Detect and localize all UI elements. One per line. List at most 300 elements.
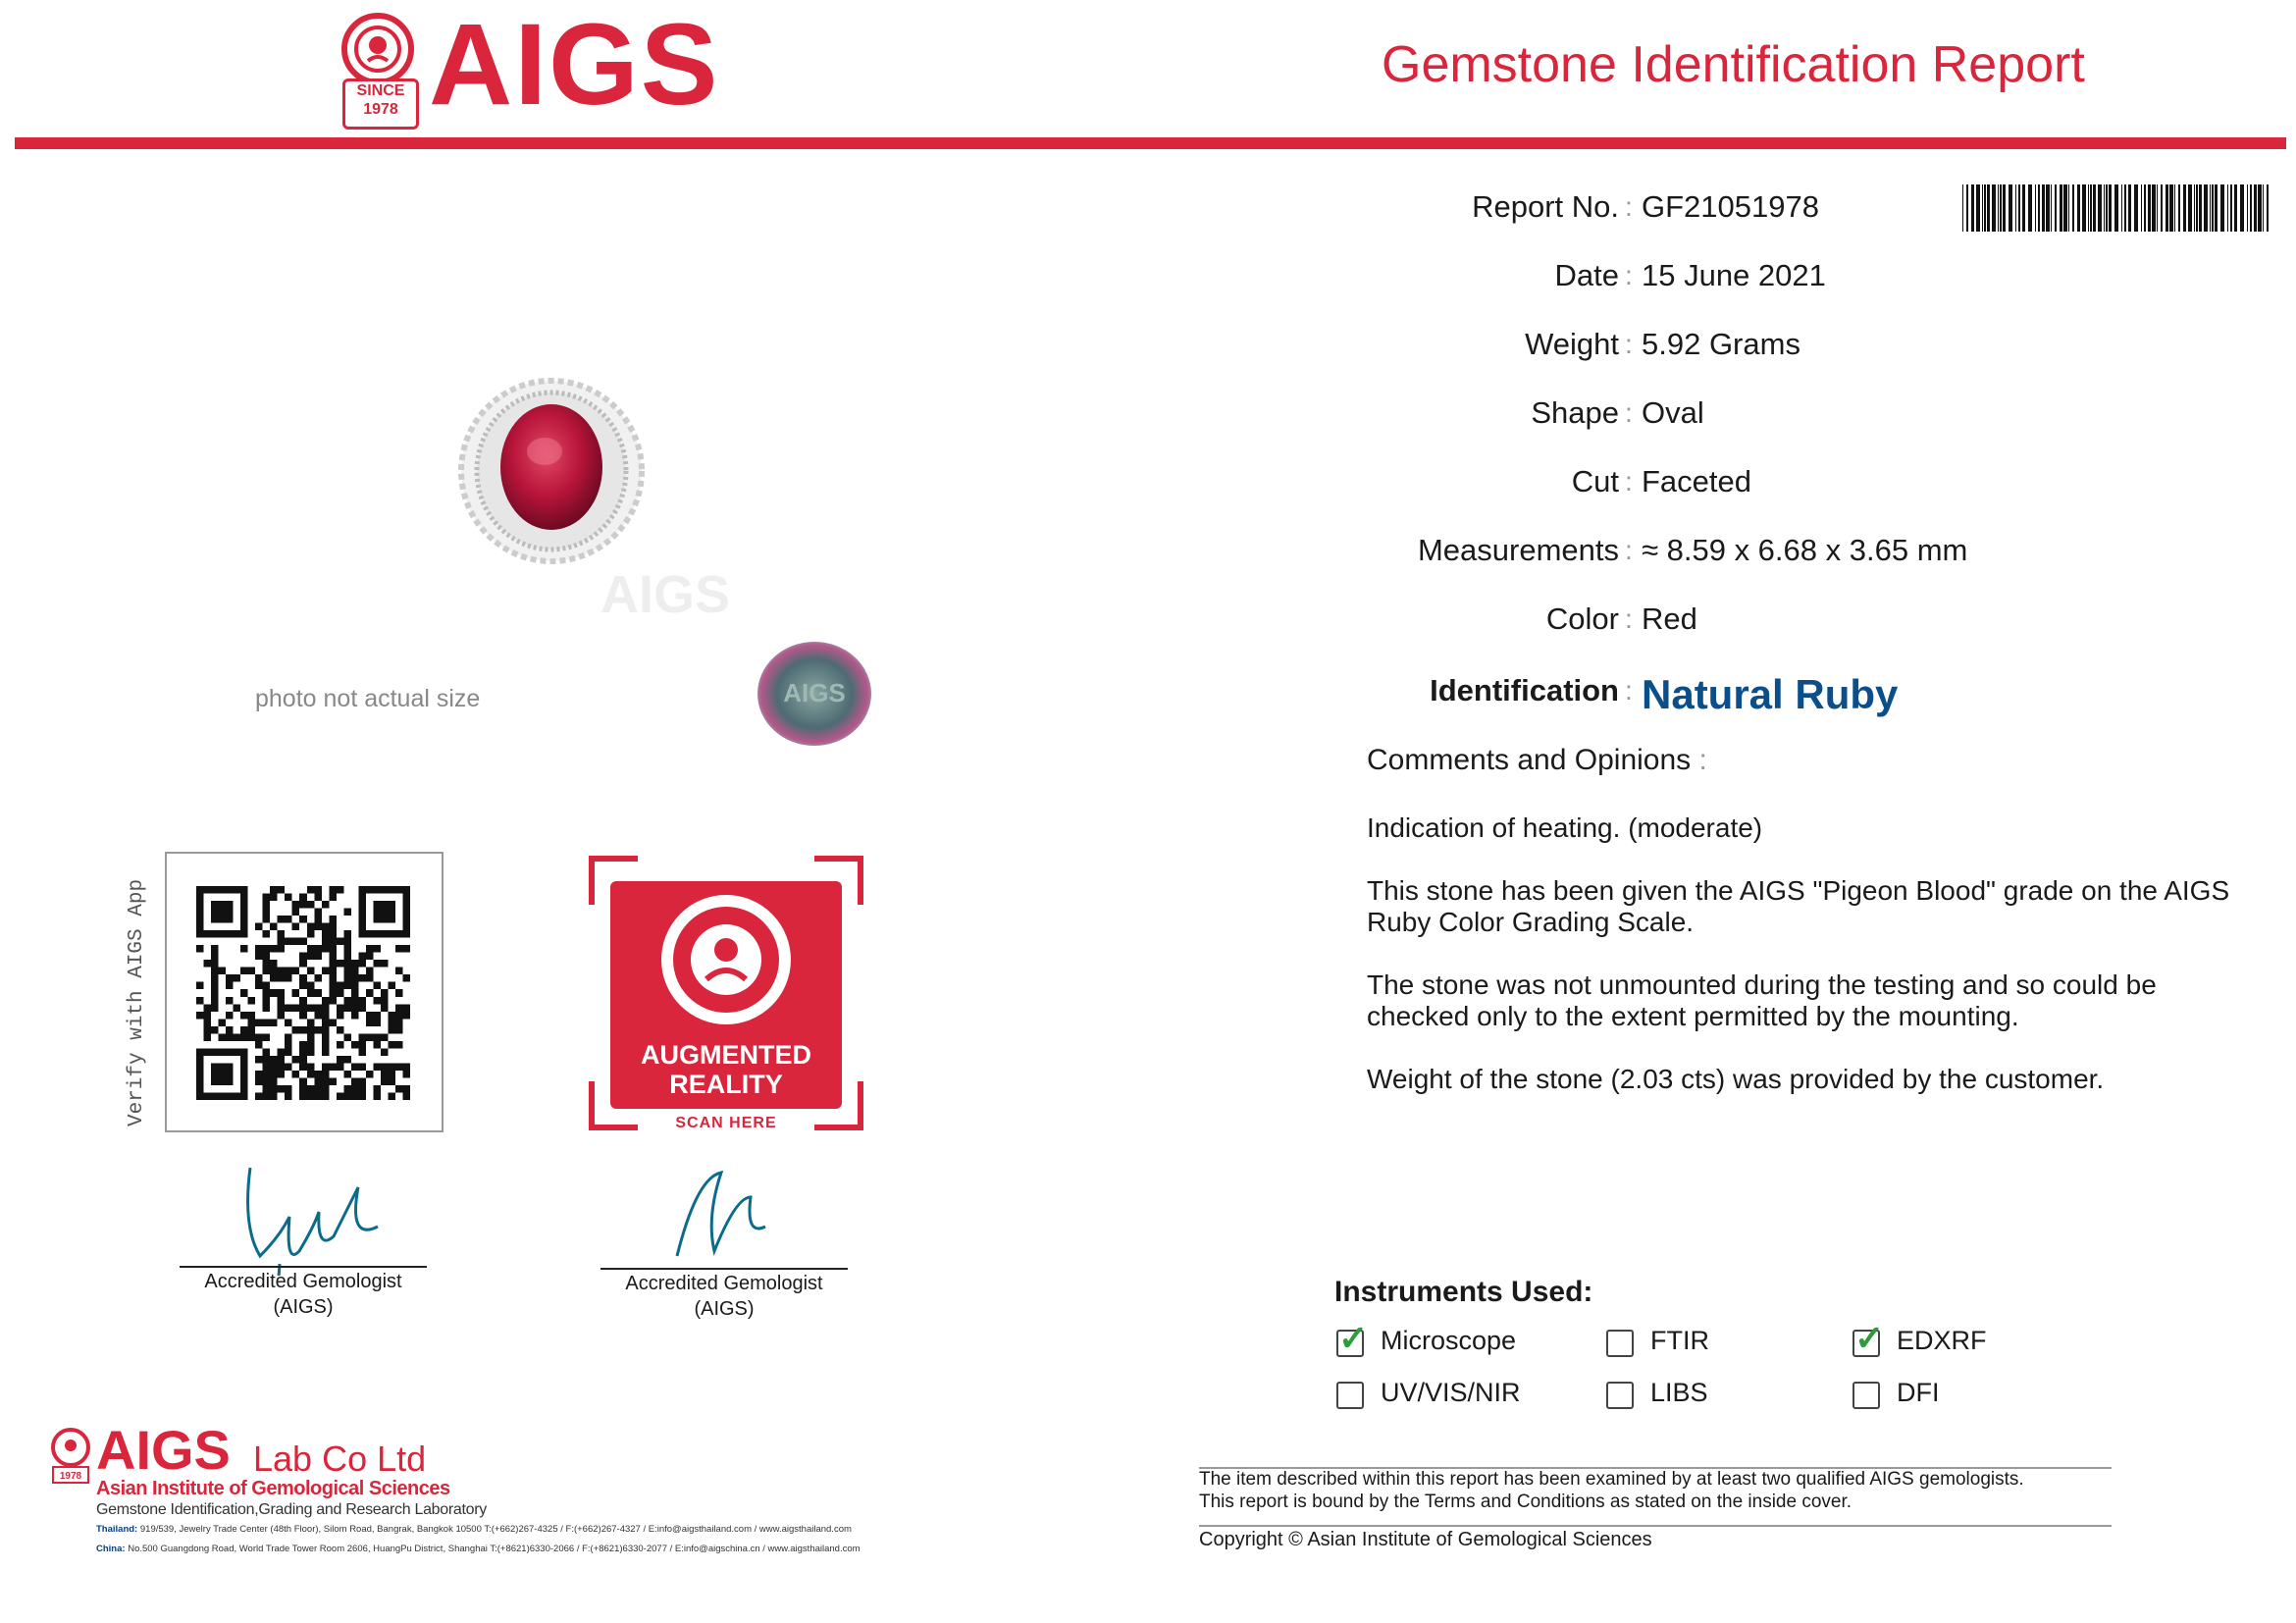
instrument-label: Microscope bbox=[1381, 1326, 1517, 1355]
barcode-bar bbox=[2018, 184, 2020, 232]
qr-code[interactable] bbox=[196, 886, 410, 1100]
qr-module bbox=[292, 1071, 300, 1078]
qr-module bbox=[211, 1004, 219, 1012]
barcode-bar bbox=[1966, 184, 1968, 232]
qr-module bbox=[285, 1085, 292, 1093]
field-value: GF21051978 bbox=[1642, 189, 1819, 224]
barcode-bar bbox=[2194, 184, 2195, 232]
qr-module bbox=[322, 1071, 330, 1078]
ar-badge[interactable] bbox=[589, 856, 863, 1140]
barcode-bar bbox=[2161, 184, 2163, 232]
field-label: Date bbox=[1554, 258, 1619, 292]
qr-module bbox=[226, 1012, 234, 1020]
qr-module bbox=[219, 1092, 227, 1100]
qr-module bbox=[299, 894, 307, 902]
qr-module bbox=[285, 1048, 292, 1056]
field-row bbox=[0, 395, 1619, 431]
qr-module bbox=[351, 1063, 359, 1071]
qr-module bbox=[388, 930, 395, 938]
qr-module bbox=[285, 968, 292, 975]
qr-module bbox=[351, 989, 359, 997]
qr-module bbox=[307, 923, 315, 931]
instrument-label: LIBS bbox=[1650, 1378, 1708, 1407]
qr-module bbox=[278, 989, 286, 997]
barcode-bar bbox=[2166, 184, 2168, 232]
qr-module bbox=[263, 960, 271, 968]
qr-module bbox=[278, 1085, 286, 1093]
qr-module bbox=[196, 982, 204, 990]
qr-module bbox=[402, 1092, 410, 1100]
qr-module bbox=[255, 1077, 263, 1085]
qr-module bbox=[196, 916, 204, 923]
instrument-label: UV/VIS/NIR bbox=[1381, 1378, 1521, 1407]
qr-module bbox=[373, 1092, 381, 1100]
qr-module bbox=[314, 923, 322, 931]
qr-module bbox=[278, 997, 286, 1005]
qr-module bbox=[381, 886, 389, 894]
qr-module bbox=[278, 945, 286, 953]
barcode-bar bbox=[2124, 184, 2126, 232]
qr-module bbox=[204, 1012, 212, 1020]
barcode-bar bbox=[2148, 184, 2151, 232]
qr-module bbox=[299, 1056, 307, 1064]
qr-module bbox=[314, 1004, 322, 1012]
qr-module bbox=[329, 960, 337, 968]
qr-module bbox=[278, 938, 286, 946]
qr-module bbox=[263, 916, 271, 923]
qr-module bbox=[373, 982, 381, 990]
qr-module bbox=[248, 1012, 256, 1020]
qr-module bbox=[388, 1019, 395, 1026]
qr-module bbox=[234, 886, 241, 894]
qr-module bbox=[196, 1092, 204, 1100]
barcode-bar bbox=[2088, 184, 2089, 232]
colon: : bbox=[1625, 191, 1633, 222]
identification-label: Identification bbox=[1430, 673, 1619, 707]
field-row bbox=[0, 327, 1619, 362]
qr-module bbox=[329, 894, 337, 902]
since-badge: SINCE 1978 bbox=[342, 79, 419, 130]
qr-module bbox=[240, 945, 248, 953]
lab-address-china: China: No.500 Guangdong Road, World Trade Tower Room 2606, HuangPu District, Shanghai T:(+8621)6330-2066 / F:(+8621)6330-2077 / E:info@aigschina.cn / www.aigsthailand.com bbox=[96, 1544, 861, 1554]
qr-module bbox=[381, 1004, 389, 1012]
qr-module bbox=[351, 1092, 359, 1100]
qr-module bbox=[395, 968, 403, 975]
qr-module bbox=[255, 1071, 263, 1078]
barcode-bar bbox=[1984, 184, 1986, 232]
qr-module bbox=[263, 1085, 271, 1093]
qr-module bbox=[263, 997, 271, 1005]
qr-module bbox=[292, 1056, 300, 1064]
qr-module bbox=[278, 930, 286, 938]
qr-module bbox=[373, 1019, 381, 1026]
qr-module bbox=[240, 909, 248, 916]
qr-module bbox=[314, 886, 322, 894]
svg-text:1978: 1978 bbox=[59, 1471, 82, 1482]
qr-module bbox=[270, 968, 278, 975]
qr-module bbox=[292, 968, 300, 975]
qr-module bbox=[255, 1092, 263, 1100]
qr-module bbox=[204, 1019, 212, 1026]
qr-module bbox=[226, 909, 234, 916]
colon: : bbox=[1625, 466, 1633, 497]
qr-module bbox=[329, 938, 337, 946]
footer-divider bbox=[1199, 1525, 2112, 1527]
qr-module bbox=[358, 909, 366, 916]
barcode-bar bbox=[2204, 184, 2208, 232]
qr-module bbox=[248, 1033, 256, 1041]
qr-module bbox=[366, 886, 374, 894]
qr-module bbox=[226, 1077, 234, 1085]
qr-module bbox=[204, 1092, 212, 1100]
colon: : bbox=[1625, 675, 1633, 706]
barcode-bar bbox=[2055, 184, 2057, 232]
qr-module bbox=[278, 1048, 286, 1056]
qr-module bbox=[255, 923, 263, 931]
qr-module bbox=[299, 1077, 307, 1085]
barcode-bar bbox=[2215, 184, 2218, 232]
watermark-logo: AIGS bbox=[600, 565, 731, 624]
field-row bbox=[0, 189, 1619, 225]
instruments-title: Instruments Used: bbox=[1334, 1276, 1593, 1308]
qr-module bbox=[226, 982, 234, 990]
qr-module bbox=[307, 886, 315, 894]
qr-module bbox=[211, 909, 219, 916]
barcode-bar bbox=[2090, 184, 2092, 232]
qr-module bbox=[270, 1056, 278, 1064]
barcode-bar bbox=[2038, 184, 2040, 232]
qr-module bbox=[402, 901, 410, 909]
field-label: Report No. bbox=[1472, 189, 1619, 224]
qr-module bbox=[255, 1056, 263, 1064]
qr-module bbox=[329, 1063, 337, 1071]
qr-module bbox=[329, 974, 337, 982]
comment-paragraph: Indication of heating. (moderate) bbox=[1367, 812, 1763, 843]
instrument-checkbox[interactable] bbox=[1852, 1382, 1880, 1409]
qr-module bbox=[322, 1063, 330, 1071]
qr-module bbox=[329, 945, 337, 953]
qr-module bbox=[263, 1063, 271, 1071]
check-icon: ✓ bbox=[1338, 1318, 1369, 1358]
lab-tagline: Gemstone Identification,Grading and Research Laboratory bbox=[96, 1501, 487, 1518]
qr-module bbox=[358, 953, 366, 961]
qr-module bbox=[285, 1041, 292, 1049]
qr-module bbox=[307, 1033, 315, 1041]
qr-module bbox=[219, 901, 227, 909]
qr-module bbox=[211, 1077, 219, 1085]
barcode-bar bbox=[2068, 184, 2069, 232]
field-row bbox=[0, 533, 1619, 568]
qr-module bbox=[299, 938, 307, 946]
barcode-bar bbox=[2240, 184, 2244, 232]
qr-module bbox=[248, 1026, 256, 1034]
qr-module bbox=[358, 997, 366, 1005]
qr-module bbox=[381, 916, 389, 923]
qr-module bbox=[366, 968, 374, 975]
qr-module bbox=[343, 1056, 351, 1064]
qr-module bbox=[337, 1041, 344, 1049]
qr-module bbox=[322, 1033, 330, 1041]
qr-module bbox=[204, 1004, 212, 1012]
qr-module bbox=[358, 960, 366, 968]
barcode-bar bbox=[2082, 184, 2086, 232]
qr-module bbox=[285, 894, 292, 902]
identification-value: Natural Ruby bbox=[1642, 671, 1899, 717]
qr-module bbox=[211, 1071, 219, 1078]
barcode-bar bbox=[2254, 184, 2257, 232]
signature-caption-right: Accredited Gemologist (AIGS) bbox=[625, 1273, 823, 1320]
qr-module bbox=[226, 1048, 234, 1056]
qr-module bbox=[381, 960, 389, 968]
barcode-bar bbox=[2121, 184, 2122, 232]
qr-module bbox=[248, 1019, 256, 1026]
barcode-bar bbox=[2046, 184, 2050, 232]
qr-module bbox=[402, 974, 410, 982]
qr-module bbox=[337, 989, 344, 997]
qr-module bbox=[211, 997, 219, 1005]
qr-module bbox=[211, 960, 219, 968]
qr-module bbox=[388, 1077, 395, 1085]
barcode-bar bbox=[2227, 184, 2228, 232]
colon: : bbox=[1625, 397, 1633, 428]
qr-module bbox=[314, 989, 322, 997]
qr-module bbox=[402, 909, 410, 916]
qr-module bbox=[373, 1033, 381, 1041]
qr-module bbox=[337, 960, 344, 968]
barcode-bar bbox=[2134, 184, 2138, 232]
qr-module bbox=[381, 989, 389, 997]
qr-module bbox=[234, 974, 241, 982]
qr-module bbox=[388, 1012, 395, 1020]
qr-module bbox=[337, 1012, 344, 1020]
qr-module bbox=[255, 1019, 263, 1026]
barcode-bar bbox=[2028, 184, 2032, 232]
qr-module bbox=[322, 1019, 330, 1026]
barcode-bar bbox=[2114, 184, 2118, 232]
qr-module bbox=[366, 1012, 374, 1020]
qr-module bbox=[402, 1012, 410, 1020]
qr-module bbox=[322, 938, 330, 946]
qr-module bbox=[270, 989, 278, 997]
qr-module bbox=[263, 1019, 271, 1026]
qr-module bbox=[307, 1004, 315, 1012]
qr-module bbox=[381, 930, 389, 938]
qr-module bbox=[270, 886, 278, 894]
qr-module bbox=[373, 1041, 381, 1049]
qr-module bbox=[307, 901, 315, 909]
qr-module bbox=[402, 945, 410, 953]
brand-wordmark: AIGS bbox=[429, 0, 720, 130]
qr-module bbox=[337, 1092, 344, 1100]
qr-module bbox=[211, 901, 219, 909]
barcode-bar bbox=[2098, 184, 2102, 232]
qr-module bbox=[211, 1026, 219, 1034]
qr-module bbox=[395, 1019, 403, 1026]
qr-module bbox=[240, 1063, 248, 1071]
qr-module bbox=[234, 1048, 241, 1056]
copyright: Copyright © Asian Institute of Gemological Sciences bbox=[1199, 1529, 1652, 1550]
barcode-bar bbox=[2022, 184, 2025, 232]
qr-module bbox=[234, 1004, 241, 1012]
qr-module bbox=[196, 930, 204, 938]
qr-module bbox=[219, 909, 227, 916]
instrument-checkbox[interactable] bbox=[1606, 1330, 1634, 1357]
qr-module bbox=[358, 1048, 366, 1056]
qr-module bbox=[329, 1019, 337, 1026]
qr-module bbox=[226, 901, 234, 909]
qr-module bbox=[381, 1077, 389, 1085]
qr-module bbox=[381, 901, 389, 909]
qr-module bbox=[351, 974, 359, 982]
qr-module bbox=[299, 901, 307, 909]
qr-module bbox=[278, 886, 286, 894]
qr-module bbox=[402, 1071, 410, 1078]
qr-module bbox=[285, 1004, 292, 1012]
barcode-bar bbox=[2003, 184, 2006, 232]
verify-app-text: Verify with AIGS App bbox=[126, 878, 148, 1126]
qr-module bbox=[388, 901, 395, 909]
colon: : bbox=[1625, 535, 1633, 565]
qr-module bbox=[343, 982, 351, 990]
qr-module bbox=[395, 945, 403, 953]
barcode-bar bbox=[2210, 184, 2211, 232]
qr-module bbox=[337, 1056, 344, 1064]
qr-module bbox=[299, 1004, 307, 1012]
colon: : bbox=[1625, 260, 1633, 290]
signature-right bbox=[667, 1158, 785, 1266]
qr-module bbox=[329, 1077, 337, 1085]
qr-module bbox=[299, 916, 307, 923]
qr-module bbox=[292, 923, 300, 931]
instrument-checkbox[interactable] bbox=[1606, 1382, 1634, 1409]
qr-module bbox=[263, 953, 271, 961]
qr-module bbox=[196, 1056, 204, 1064]
qr-module bbox=[270, 1071, 278, 1078]
qr-module bbox=[196, 909, 204, 916]
barcode-bar bbox=[1992, 184, 1996, 232]
qr-module bbox=[234, 930, 241, 938]
qr-module bbox=[204, 960, 212, 968]
barcode-bar bbox=[1982, 184, 1983, 232]
colon: : bbox=[1625, 329, 1633, 359]
qr-module bbox=[314, 909, 322, 916]
qr-module bbox=[314, 1092, 322, 1100]
qr-module bbox=[351, 997, 359, 1005]
qr-module bbox=[278, 1056, 286, 1064]
qr-module bbox=[211, 974, 219, 982]
instrument-checkbox[interactable] bbox=[1336, 1382, 1364, 1409]
qr-module bbox=[196, 923, 204, 931]
qr-module bbox=[240, 1033, 248, 1041]
qr-module bbox=[329, 989, 337, 997]
qr-module bbox=[351, 1041, 359, 1049]
qr-module bbox=[343, 945, 351, 953]
qr-module bbox=[270, 923, 278, 931]
barcode-bar bbox=[2212, 184, 2214, 232]
barcode-bar bbox=[2104, 184, 2105, 232]
qr-module bbox=[322, 923, 330, 931]
field-value: Red bbox=[1642, 602, 1697, 636]
ar-label-line1: AUGMENTED bbox=[641, 1040, 811, 1070]
qr-module bbox=[211, 953, 219, 961]
qr-module bbox=[307, 1092, 315, 1100]
qr-module bbox=[211, 930, 219, 938]
qr-module bbox=[343, 1033, 351, 1041]
qr-module bbox=[196, 1071, 204, 1078]
qr-module bbox=[395, 930, 403, 938]
barcode-bar bbox=[2220, 184, 2224, 232]
comment-paragraph: Weight of the stone (2.03 cts) was provided by the customer. bbox=[1367, 1064, 2105, 1094]
barcode-bar bbox=[2051, 184, 2052, 232]
barcode-bar bbox=[2077, 184, 2080, 232]
qr-module bbox=[395, 1012, 403, 1020]
qr-module bbox=[219, 1033, 227, 1041]
qr-module bbox=[373, 901, 381, 909]
qr-module bbox=[388, 1063, 395, 1071]
qr-module bbox=[240, 1048, 248, 1056]
qr-module bbox=[278, 968, 286, 975]
qr-module bbox=[226, 1092, 234, 1100]
qr-module bbox=[240, 1077, 248, 1085]
qr-module bbox=[307, 1019, 315, 1026]
qr-module bbox=[263, 1033, 271, 1041]
qr-module bbox=[314, 916, 322, 923]
qr-module bbox=[358, 894, 366, 902]
qr-module bbox=[322, 1085, 330, 1093]
qr-module bbox=[358, 974, 366, 982]
lab-suffix: Lab Co Ltd bbox=[253, 1439, 427, 1479]
disclaimer-line: The item described within this report has been examined by at least two qualified AIGS gemologists. bbox=[1199, 1469, 2024, 1490]
qr-module bbox=[351, 1012, 359, 1020]
aigs-logo bbox=[339, 0, 720, 130]
qr-module bbox=[263, 989, 271, 997]
qr-module bbox=[196, 894, 204, 902]
qr-module bbox=[211, 968, 219, 975]
qr-module bbox=[358, 1041, 366, 1049]
field-label: Cut bbox=[1571, 464, 1619, 498]
qr-module bbox=[307, 945, 315, 953]
qr-module bbox=[314, 894, 322, 902]
qr-module bbox=[240, 901, 248, 909]
qr-module bbox=[358, 901, 366, 909]
qr-module bbox=[329, 923, 337, 931]
qr-module bbox=[373, 1012, 381, 1020]
disclaimer-line: This report is bound by the Terms and Conditions as stated on the inside cover. bbox=[1199, 1492, 1852, 1512]
qr-module bbox=[373, 930, 381, 938]
qr-module bbox=[226, 1026, 234, 1034]
qr-module bbox=[351, 982, 359, 990]
qr-module bbox=[366, 989, 374, 997]
qr-module bbox=[307, 1071, 315, 1078]
qr-module bbox=[351, 960, 359, 968]
qr-module bbox=[366, 1071, 374, 1078]
qr-module bbox=[402, 1063, 410, 1071]
qr-module bbox=[204, 1033, 212, 1041]
qr-module bbox=[373, 1063, 381, 1071]
qr-module bbox=[322, 1041, 330, 1049]
qr-module bbox=[219, 916, 227, 923]
qr-module bbox=[226, 974, 234, 982]
qr-module bbox=[292, 909, 300, 916]
qr-module bbox=[351, 1085, 359, 1093]
barcode-bar bbox=[2060, 184, 2062, 232]
qr-module bbox=[255, 945, 263, 953]
qr-module bbox=[248, 997, 256, 1005]
qr-module bbox=[270, 1063, 278, 1071]
qr-module bbox=[219, 886, 227, 894]
qr-module bbox=[358, 923, 366, 931]
qr-module bbox=[219, 1077, 227, 1085]
